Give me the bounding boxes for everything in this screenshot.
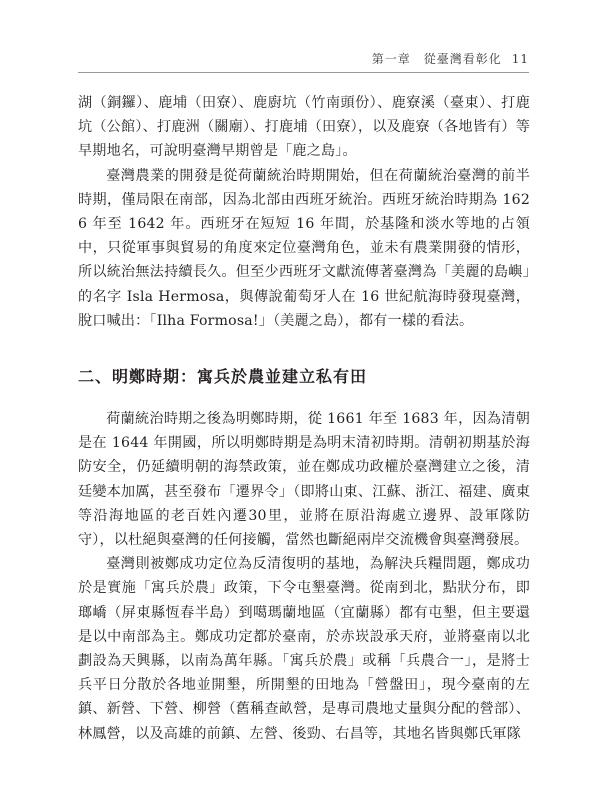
section-heading: 二、明鄭時期：寓兵於農並建立私有田	[78, 367, 368, 387]
body-text	[78, 91, 530, 746]
page-number: 11	[511, 52, 529, 66]
chapter-title: 第一章 從臺灣看彰化	[371, 52, 502, 66]
header-divider	[78, 72, 529, 73]
paragraph: 湖（銅鑼）、鹿埔（田寮）、鹿廚坑（竹南頭份）、鹿寮溪（臺東）、打鹿坑（公館）、打鹿洲（關廟）、打鹿埔（田寮），以及鹿寮（各地皆有）等早期地名，可說明臺灣早期曾是「鹿之島」。	[78, 95, 530, 160]
running-header	[372, 50, 529, 67]
paragraph: 臺灣則被鄭成功定位為反清復明的基地，為解決兵糧問題，鄭成功於是實施「寓兵於農」政策，下令屯墾臺灣。從南到北，點狀分布，即瑯嶠（屏東縣恆春半島）到噶瑪蘭地區（宜蘭縣）都有屯墾，但主要還是以中南部為主。鄭成功定都於臺南，於赤崁設承天府，並將臺南以北劃設為天興縣，以南為萬年縣。「寓兵於農」或稱「兵農合一」，是將士兵平日分散於各地並開墾，所開墾的田地為「營盤田」，現今臺南的左鎮、新營、下營、柳營（舊稱查畝營，是專司農地丈量與分配的營部）、林鳳營，以及高雄的前鎮、左營、後勁、右昌等，其地名皆與鄭氏軍隊	[78, 556, 530, 742]
paragraph: 臺灣農業的開發是從荷蘭統治時期開始，但在荷蘭統治臺灣的前半時期，僅局限在南部，因為北部由西班牙統治。西班牙統治時期為 1626 年至 1642 年。西班牙在短短 16 年間，於基隆和淡水等地的占領中，只從軍事與貿易的角度來定位臺灣角色，並未有農業開發的情形，所以統治無法持續長久。但至少西班牙文獻流傳著臺灣為「美麗的島嶼」的名字 Isla Hermosa，與傳說葡萄牙人在 16 世紀航海時發現臺灣，脫口喊出：「Ilha Formosa!」（美麗之島），都有一樣的看法。	[78, 167, 530, 329]
paragraph: 荷蘭統治時期之後為明鄭時期，從 1661 年至 1683 年，因為清朝是在 1644 年開國，所以明鄭時期是為明末清初時期。清朝初期基於海防安全，仍延續明朝的海禁政策，並在鄭成功政權於臺灣建立之後，清廷變本加厲，甚至發布「遷界令」（即將山東、江蘇、浙江、福建、廣東等沿海地區的老百姓內遷30里，並將在原沿海處立邊界、設軍隊防守），以杜絕與臺灣的任何接觸，當然也斷絕兩岸交流機會與臺灣發展。	[78, 411, 530, 549]
